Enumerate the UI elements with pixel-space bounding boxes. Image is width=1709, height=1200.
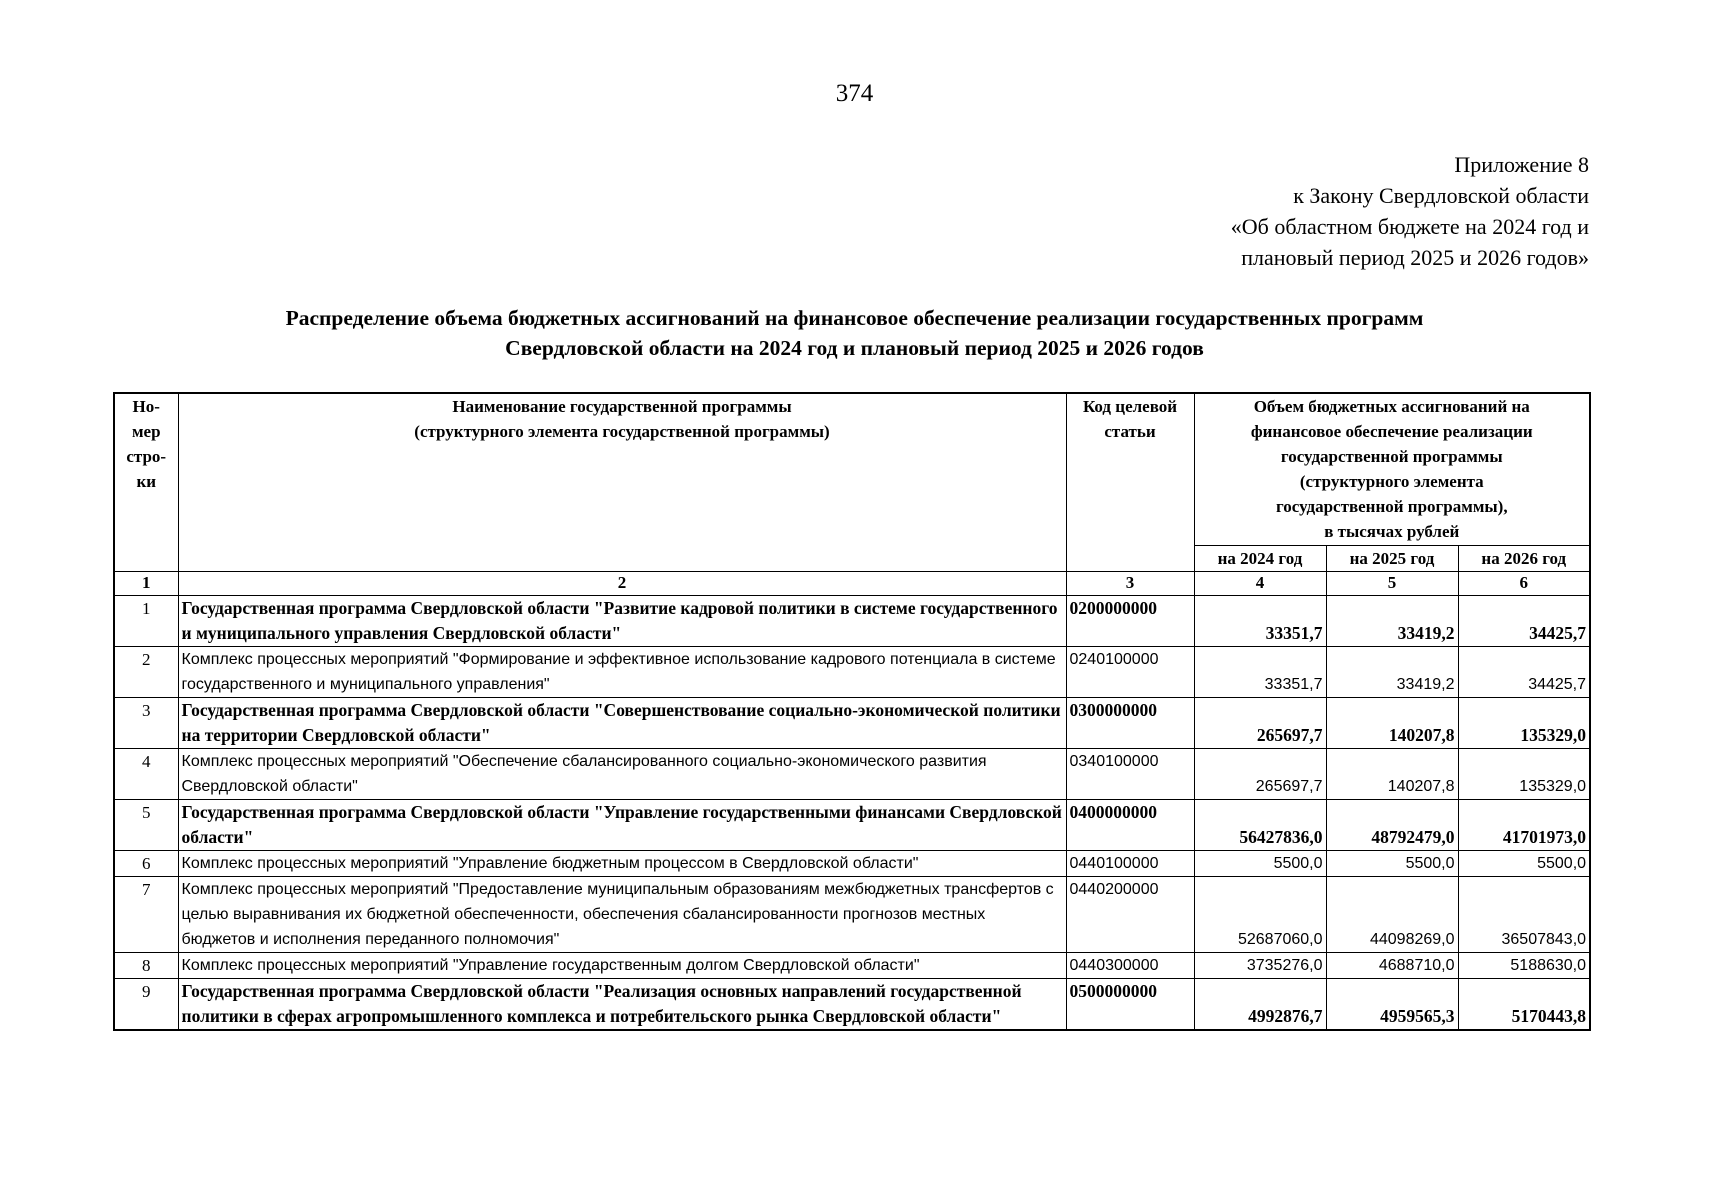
page-number: 374 [835, 80, 874, 107]
value-2024: 265697,7 [1194, 697, 1326, 748]
table-row [114, 697, 1590, 748]
value-2024: 4992876,7 [1194, 978, 1326, 1030]
row-number: 1 [114, 595, 178, 646]
program-name: Государственная программа Свердловской области "Совершенствование социально-экономической политики на территории Свердловской области" [178, 697, 1066, 748]
value-2025: 140207,8 [1326, 697, 1458, 748]
appendix-note [1231, 149, 1589, 273]
target-code: 0300000000 [1066, 697, 1194, 748]
target-code: 0440100000 [1066, 850, 1194, 876]
table-row [114, 850, 1590, 876]
title-line: Распределение объема бюджетных ассигнований на финансовое обеспечение реализации государственных программ [285, 306, 1424, 330]
value-2025: 33419,2 [1326, 595, 1458, 646]
program-name: Государственная программа Свердловской области "Развитие кадровой политики в системе государственного и муниципального управления Свердловской области" [178, 595, 1066, 646]
header-year-2025: на 2025 год [1326, 545, 1458, 571]
value-2025: 140207,8 [1326, 748, 1458, 799]
row-number: 8 [114, 952, 178, 978]
column-index: 4 [1194, 571, 1326, 595]
header-year-2026: на 2026 год [1458, 545, 1590, 571]
value-2026: 135329,0 [1458, 748, 1590, 799]
value-2026: 5500,0 [1458, 850, 1590, 876]
value-2024: 5500,0 [1194, 850, 1326, 876]
row-number: 5 [114, 799, 178, 850]
column-index: 5 [1326, 571, 1458, 595]
value-2024: 56427836,0 [1194, 799, 1326, 850]
row-number: 9 [114, 978, 178, 1030]
column-index: 2 [178, 571, 1066, 595]
target-code: 0340100000 [1066, 748, 1194, 799]
appendix-line: плановый период 2025 и 2026 годов» [1241, 245, 1589, 270]
budget-table [113, 392, 1591, 1031]
value-2025: 4688710,0 [1326, 952, 1458, 978]
value-2026: 5188630,0 [1458, 952, 1590, 978]
row-number: 7 [114, 876, 178, 952]
program-name: Комплекс процессных мероприятий "Управление государственным долгом Свердловской области" [178, 952, 1066, 978]
header-row-number: Но- мер стро- ки [114, 393, 178, 571]
value-2025: 4959565,3 [1326, 978, 1458, 1030]
header-budget-volume: Объем бюджетных ассигнований на финансовое обеспечение реализации государственной программы (структурного элемента государственной программы), в тысячах рублей [1194, 393, 1590, 545]
column-index: 6 [1458, 571, 1590, 595]
target-code: 0240100000 [1066, 646, 1194, 697]
target-code: 0400000000 [1066, 799, 1194, 850]
program-name: Государственная программа Свердловской области "Управление государственными финансами Свердловской области" [178, 799, 1066, 850]
column-index: 3 [1066, 571, 1194, 595]
target-code: 0200000000 [1066, 595, 1194, 646]
title-line: Свердловской области на 2024 год и плановый период 2025 и 2026 годов [505, 336, 1204, 360]
program-name: Комплекс процессных мероприятий "Управление бюджетным процессом в Свердловской области" [178, 850, 1066, 876]
row-number: 2 [114, 646, 178, 697]
value-2024: 52687060,0 [1194, 876, 1326, 952]
value-2026: 135329,0 [1458, 697, 1590, 748]
value-2025: 48792479,0 [1326, 799, 1458, 850]
table-row [114, 978, 1590, 1030]
value-2026: 5170443,8 [1458, 978, 1590, 1030]
value-2025: 33419,2 [1326, 646, 1458, 697]
value-2026: 34425,7 [1458, 646, 1590, 697]
value-2026: 36507843,0 [1458, 876, 1590, 952]
value-2024: 265697,7 [1194, 748, 1326, 799]
row-number: 3 [114, 697, 178, 748]
value-2024: 3735276,0 [1194, 952, 1326, 978]
table-row [114, 646, 1590, 697]
appendix-line: к Закону Свердловской области [1293, 183, 1589, 208]
table-row [114, 952, 1590, 978]
target-code: 0440200000 [1066, 876, 1194, 952]
target-code: 0440300000 [1066, 952, 1194, 978]
table-row [114, 748, 1590, 799]
program-name: Комплекс процессных мероприятий "Предоставление муниципальным образованиям межбюджетных трансфертов с целью выравнивания их бюджетной обеспеченности, обеспечения сбалансированности прогнозов местных бюджетов и исполнения переданного полномочия" [178, 876, 1066, 952]
column-index: 1 [114, 571, 178, 595]
header-program-name: Наименование государственной программы (структурного элемента государственной программы) [178, 393, 1066, 571]
table-row [114, 799, 1590, 850]
value-2025: 5500,0 [1326, 850, 1458, 876]
document-title [0, 303, 1709, 363]
table-row [114, 595, 1590, 646]
row-number: 4 [114, 748, 178, 799]
program-name: Комплекс процессных мероприятий "Формирование и эффективное использование кадрового потенциала в системе государственного и муниципального управления" [178, 646, 1066, 697]
value-2025: 44098269,0 [1326, 876, 1458, 952]
value-2026: 34425,7 [1458, 595, 1590, 646]
value-2024: 33351,7 [1194, 595, 1326, 646]
row-number: 6 [114, 850, 178, 876]
program-name: Государственная программа Свердловской области "Реализация основных направлений государственной политики в сферах агропромышленного комплекса и потребительского рынка Свердловской области" [178, 978, 1066, 1030]
table-row [114, 876, 1590, 952]
value-2026: 41701973,0 [1458, 799, 1590, 850]
program-name: Комплекс процессных мероприятий "Обеспечение сбалансированного социально-экономического развития Свердловской области" [178, 748, 1066, 799]
header-year-2024: на 2024 год [1194, 545, 1326, 571]
header-target-code: Код целевой статьи [1066, 393, 1194, 571]
target-code: 0500000000 [1066, 978, 1194, 1030]
appendix-line: Приложение 8 [1454, 152, 1589, 177]
value-2024: 33351,7 [1194, 646, 1326, 697]
appendix-line: «Об областном бюджете на 2024 год и [1230, 214, 1589, 239]
